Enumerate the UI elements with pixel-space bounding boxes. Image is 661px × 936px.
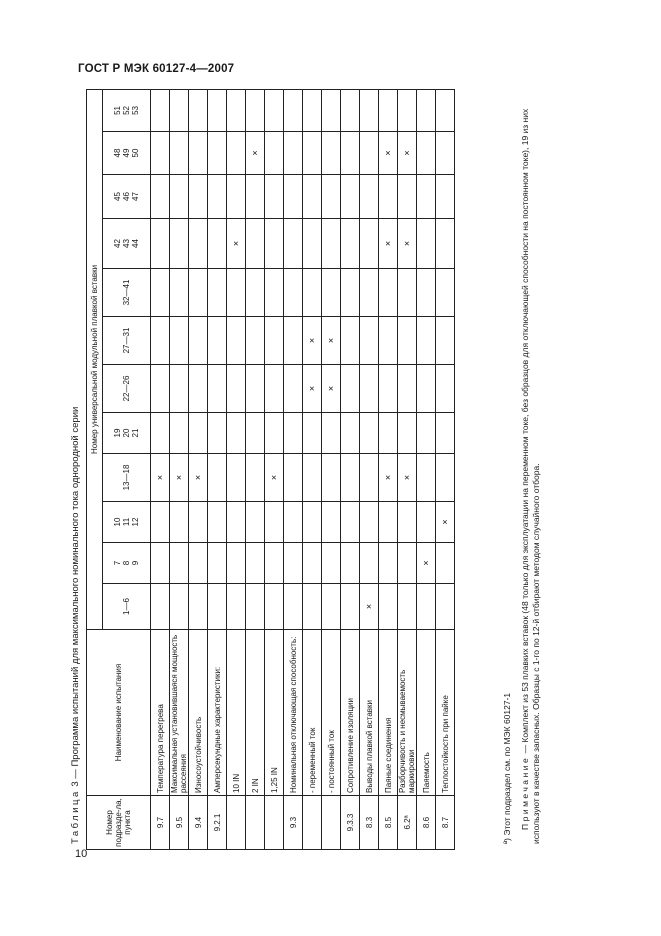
- mark-cell: ×: [417, 543, 436, 584]
- mark-cell: ×: [379, 132, 398, 175]
- header-sample-group: 32—41: [103, 269, 151, 317]
- mark-cell: [417, 413, 436, 454]
- mark-cell: [227, 269, 246, 317]
- mark-cell: [379, 502, 398, 543]
- mark-cell: [341, 413, 360, 454]
- mark-cell: [360, 175, 379, 219]
- mark-cell: [360, 454, 379, 502]
- row-number: 8.7: [436, 796, 455, 850]
- mark-cell: [151, 317, 170, 365]
- mark-cell: ×: [398, 219, 417, 269]
- mark-cell: ×: [189, 454, 208, 502]
- mark-cell: [303, 584, 322, 630]
- header-sample-group: 27—31: [103, 317, 151, 365]
- mark-cell: [208, 413, 227, 454]
- mark-cell: [322, 454, 341, 502]
- mark-cell: ×: [360, 584, 379, 630]
- mark-cell: ×: [436, 502, 455, 543]
- document-header: ГОСТ Р МЭК 60127-4—2007: [78, 63, 235, 75]
- mark-cell: [341, 454, 360, 502]
- table-row: [322, 89, 341, 849]
- mark-cell: [360, 89, 379, 131]
- mark-cell: [227, 413, 246, 454]
- header-sample-group: 48 49 50: [103, 132, 151, 175]
- mark-cell: [322, 269, 341, 317]
- header-sample-group: 42 43 44: [103, 219, 151, 269]
- test-program-table: [86, 89, 455, 850]
- mark-cell: [322, 584, 341, 630]
- mark-cell: [265, 269, 284, 317]
- mark-cell: [170, 317, 189, 365]
- mark-cell: ×: [170, 454, 189, 502]
- mark-cell: [303, 413, 322, 454]
- mark-cell: [398, 175, 417, 219]
- mark-cell: [208, 317, 227, 365]
- mark-cell: [417, 584, 436, 630]
- mark-cell: [303, 132, 322, 175]
- mark-cell: [208, 219, 227, 269]
- mark-cell: [170, 89, 189, 131]
- header-number: Номер подразде-ла, пункта: [87, 796, 151, 850]
- mark-cell: [398, 502, 417, 543]
- mark-cell: [341, 219, 360, 269]
- mark-cell: [227, 132, 246, 175]
- mark-cell: [265, 543, 284, 584]
- mark-cell: [246, 269, 265, 317]
- row-number: [227, 796, 246, 850]
- mark-cell: [322, 543, 341, 584]
- mark-cell: [151, 502, 170, 543]
- mark-cell: [189, 132, 208, 175]
- table-row: [417, 89, 436, 849]
- mark-cell: [284, 543, 303, 584]
- mark-cell: [151, 132, 170, 175]
- mark-cell: [303, 175, 322, 219]
- table-row: [227, 89, 246, 849]
- row-name: Износоустойчивость: [189, 630, 208, 796]
- row-name: 2 IN: [246, 630, 265, 796]
- mark-cell: [360, 365, 379, 413]
- mark-cell: [379, 543, 398, 584]
- mark-cell: [208, 584, 227, 630]
- mark-cell: [322, 132, 341, 175]
- table-row: [246, 89, 265, 849]
- mark-cell: [436, 317, 455, 365]
- header-sample-group: 1—6: [103, 584, 151, 630]
- mark-cell: [208, 543, 227, 584]
- mark-cell: ×: [246, 132, 265, 175]
- mark-cell: [360, 413, 379, 454]
- mark-cell: [436, 584, 455, 630]
- mark-cell: [360, 219, 379, 269]
- mark-cell: [379, 584, 398, 630]
- mark-cell: [322, 89, 341, 131]
- row-number: 9.7: [151, 796, 170, 850]
- mark-cell: ×: [379, 454, 398, 502]
- mark-cell: [398, 269, 417, 317]
- mark-cell: [189, 502, 208, 543]
- mark-cell: ×: [322, 317, 341, 365]
- table-row: [208, 89, 227, 849]
- mark-cell: [360, 132, 379, 175]
- mark-cell: [303, 543, 322, 584]
- mark-cell: [360, 317, 379, 365]
- mark-cell: [341, 132, 360, 175]
- mark-cell: [170, 413, 189, 454]
- mark-cell: ×: [151, 454, 170, 502]
- mark-cell: [189, 317, 208, 365]
- mark-cell: [322, 175, 341, 219]
- mark-cell: [417, 454, 436, 502]
- mark-cell: [208, 365, 227, 413]
- table-row: [360, 89, 379, 849]
- mark-cell: [189, 269, 208, 317]
- mark-cell: [341, 89, 360, 131]
- mark-cell: [189, 584, 208, 630]
- note-word: Примечание: [520, 755, 530, 830]
- header-sample-group: 13—18: [103, 454, 151, 502]
- mark-cell: [284, 365, 303, 413]
- mark-cell: [417, 132, 436, 175]
- mark-cell: [246, 317, 265, 365]
- table-note: [520, 84, 542, 844]
- mark-cell: [341, 269, 360, 317]
- mark-cell: [170, 269, 189, 317]
- mark-cell: [417, 175, 436, 219]
- mark-cell: [417, 89, 436, 131]
- mark-cell: ×: [303, 317, 322, 365]
- mark-cell: [151, 584, 170, 630]
- mark-cell: [246, 502, 265, 543]
- table-row: [284, 89, 303, 849]
- mark-cell: [417, 317, 436, 365]
- row-name: Паяемость: [417, 630, 436, 796]
- mark-cell: [265, 317, 284, 365]
- header-group: Номер универсальной модульной плавкой вставки: [87, 89, 103, 629]
- mark-cell: [170, 175, 189, 219]
- mark-cell: [436, 543, 455, 584]
- mark-cell: [265, 413, 284, 454]
- mark-cell: [379, 365, 398, 413]
- table-row: [303, 89, 322, 849]
- mark-cell: [189, 543, 208, 584]
- header-sample-group: 45 46 47: [103, 175, 151, 219]
- mark-cell: [170, 219, 189, 269]
- mark-cell: [151, 365, 170, 413]
- mark-cell: [417, 502, 436, 543]
- mark-cell: [398, 317, 417, 365]
- row-number: 9.5: [170, 796, 189, 850]
- mark-cell: [265, 132, 284, 175]
- row-name: Амперсекундные характеристики:: [208, 630, 227, 796]
- mark-cell: [379, 89, 398, 131]
- mark-cell: [208, 132, 227, 175]
- mark-cell: [151, 175, 170, 219]
- mark-cell: [379, 317, 398, 365]
- mark-cell: [284, 502, 303, 543]
- mark-cell: [246, 413, 265, 454]
- mark-cell: [151, 89, 170, 131]
- row-number: [265, 796, 284, 850]
- mark-cell: [284, 269, 303, 317]
- row-number: 9.2.1: [208, 796, 227, 850]
- header-sample-group: 10 11 12: [103, 502, 151, 543]
- mark-cell: [341, 317, 360, 365]
- mark-cell: [436, 219, 455, 269]
- mark-cell: [246, 543, 265, 584]
- row-number: [246, 796, 265, 850]
- mark-cell: [436, 89, 455, 131]
- mark-cell: [303, 502, 322, 543]
- mark-cell: [284, 584, 303, 630]
- mark-cell: [170, 502, 189, 543]
- mark-cell: [284, 132, 303, 175]
- row-name: - постоянный ток: [322, 630, 341, 796]
- row-number: [303, 796, 322, 850]
- mark-cell: [227, 175, 246, 219]
- mark-cell: [341, 543, 360, 584]
- mark-cell: [284, 89, 303, 131]
- mark-cell: [303, 269, 322, 317]
- mark-cell: [398, 543, 417, 584]
- table-row: [151, 89, 170, 849]
- mark-cell: [189, 89, 208, 131]
- row-name: Номинальная отключающая способность:: [284, 630, 303, 796]
- mark-cell: [436, 175, 455, 219]
- mark-cell: [284, 454, 303, 502]
- mark-cell: [322, 502, 341, 543]
- mark-cell: [398, 365, 417, 413]
- mark-cell: [436, 365, 455, 413]
- row-number: 8.6: [417, 796, 436, 850]
- header-sample-group: 19 20 21: [103, 413, 151, 454]
- mark-cell: ×: [265, 454, 284, 502]
- mark-cell: [189, 175, 208, 219]
- row-name: 1,25 IN: [265, 630, 284, 796]
- mark-cell: [379, 175, 398, 219]
- mark-cell: [151, 543, 170, 584]
- mark-cell: [436, 454, 455, 502]
- mark-cell: [170, 132, 189, 175]
- mark-cell: [227, 317, 246, 365]
- mark-cell: [227, 89, 246, 131]
- mark-cell: [170, 584, 189, 630]
- mark-cell: [284, 413, 303, 454]
- mark-cell: [398, 89, 417, 131]
- mark-cell: [265, 502, 284, 543]
- header-sample-group: 22—26: [103, 365, 151, 413]
- row-name: Температура перегрева: [151, 630, 170, 796]
- rotated-table-block: [70, 50, 590, 850]
- mark-cell: [208, 454, 227, 502]
- row-number: 8.3: [360, 796, 379, 850]
- table-caption: [70, 407, 81, 844]
- row-name: - переменный ток: [303, 630, 322, 796]
- mark-cell: [265, 584, 284, 630]
- mark-cell: [170, 365, 189, 413]
- row-name: Паяные соединения: [379, 630, 398, 796]
- mark-cell: [265, 365, 284, 413]
- note-text: — Комплект из 53 плавких вставок (48 только для эксплуатации на переменном токе, без образцов для отключающей способности на постоянном токе), 19 из них используют в качестве запасных. Образцы с 1-го по 12-й отбирают методом случайного отбора.: [520, 108, 541, 844]
- table-footnote: ª) Этот подраздел см. по МЭК 60127-1: [502, 692, 512, 844]
- mark-cell: [341, 175, 360, 219]
- row-name: Теплостойкость при пайке: [436, 630, 455, 796]
- mark-cell: [208, 502, 227, 543]
- table-row: [398, 89, 417, 849]
- mark-cell: [246, 219, 265, 269]
- mark-cell: [189, 413, 208, 454]
- table-row: [436, 89, 455, 849]
- mark-cell: [284, 175, 303, 219]
- row-number: 9.4: [189, 796, 208, 850]
- row-number: 9.3.3: [341, 796, 360, 850]
- caption-rest: 3 — Программа испытаний для максимального номинального тока однородной серии: [70, 406, 81, 790]
- row-number: [322, 796, 341, 850]
- table-row: [170, 89, 189, 849]
- mark-cell: [151, 269, 170, 317]
- mark-cell: [227, 454, 246, 502]
- mark-cell: [246, 89, 265, 131]
- mark-cell: [360, 269, 379, 317]
- mark-cell: [208, 269, 227, 317]
- row-name: Сопротивление изоляции: [341, 630, 360, 796]
- mark-cell: [379, 269, 398, 317]
- mark-cell: [417, 219, 436, 269]
- mark-cell: [284, 219, 303, 269]
- row-name: Максимальная установившаяся мощность рассеяния: [170, 630, 189, 796]
- mark-cell: [246, 175, 265, 219]
- mark-cell: [341, 502, 360, 543]
- mark-cell: [227, 584, 246, 630]
- row-name: 10 IN: [227, 630, 246, 796]
- mark-cell: [360, 543, 379, 584]
- mark-cell: [246, 454, 265, 502]
- mark-cell: ×: [379, 219, 398, 269]
- mark-cell: [208, 89, 227, 131]
- mark-cell: [189, 219, 208, 269]
- header-sample-group: 51 52 53: [103, 89, 151, 131]
- row-name: Разборчивость и несмываемость маркировки: [398, 630, 417, 796]
- mark-cell: [227, 365, 246, 413]
- mark-cell: ×: [303, 365, 322, 413]
- mark-cell: [360, 502, 379, 543]
- row-number: 8.5: [379, 796, 398, 850]
- table-row: [341, 89, 360, 849]
- mark-cell: [208, 175, 227, 219]
- row-name: Выводы плавкой вставки: [360, 630, 379, 796]
- mark-cell: [246, 365, 265, 413]
- mark-cell: [417, 269, 436, 317]
- mark-cell: ×: [322, 365, 341, 413]
- mark-cell: [303, 89, 322, 131]
- mark-cell: [436, 413, 455, 454]
- header-name: Наименование испытания: [87, 630, 151, 796]
- mark-cell: ×: [227, 219, 246, 269]
- mark-cell: [303, 454, 322, 502]
- caption-word: Таблица: [70, 789, 81, 844]
- table-row: [189, 89, 208, 849]
- mark-cell: [417, 365, 436, 413]
- mark-cell: [265, 89, 284, 131]
- mark-cell: [436, 132, 455, 175]
- mark-cell: [322, 413, 341, 454]
- mark-cell: ×: [398, 132, 417, 175]
- mark-cell: [341, 365, 360, 413]
- row-number: 9.3: [284, 796, 303, 850]
- mark-cell: [379, 413, 398, 454]
- mark-cell: [284, 317, 303, 365]
- mark-cell: [303, 219, 322, 269]
- header-sample-group: 7 8 9: [103, 543, 151, 584]
- table-row: [265, 89, 284, 849]
- mark-cell: [398, 413, 417, 454]
- mark-cell: [436, 269, 455, 317]
- mark-cell: [265, 219, 284, 269]
- mark-cell: [341, 584, 360, 630]
- page-number: 10: [75, 848, 88, 860]
- mark-cell: [246, 584, 265, 630]
- mark-cell: [170, 543, 189, 584]
- mark-cell: [189, 365, 208, 413]
- mark-cell: [322, 219, 341, 269]
- mark-cell: [227, 543, 246, 584]
- mark-cell: ×: [398, 454, 417, 502]
- mark-cell: [151, 413, 170, 454]
- row-number: 6.2ª: [398, 796, 417, 850]
- mark-cell: [151, 219, 170, 269]
- table-row: [379, 89, 398, 849]
- mark-cell: [265, 175, 284, 219]
- mark-cell: [227, 502, 246, 543]
- mark-cell: [398, 584, 417, 630]
